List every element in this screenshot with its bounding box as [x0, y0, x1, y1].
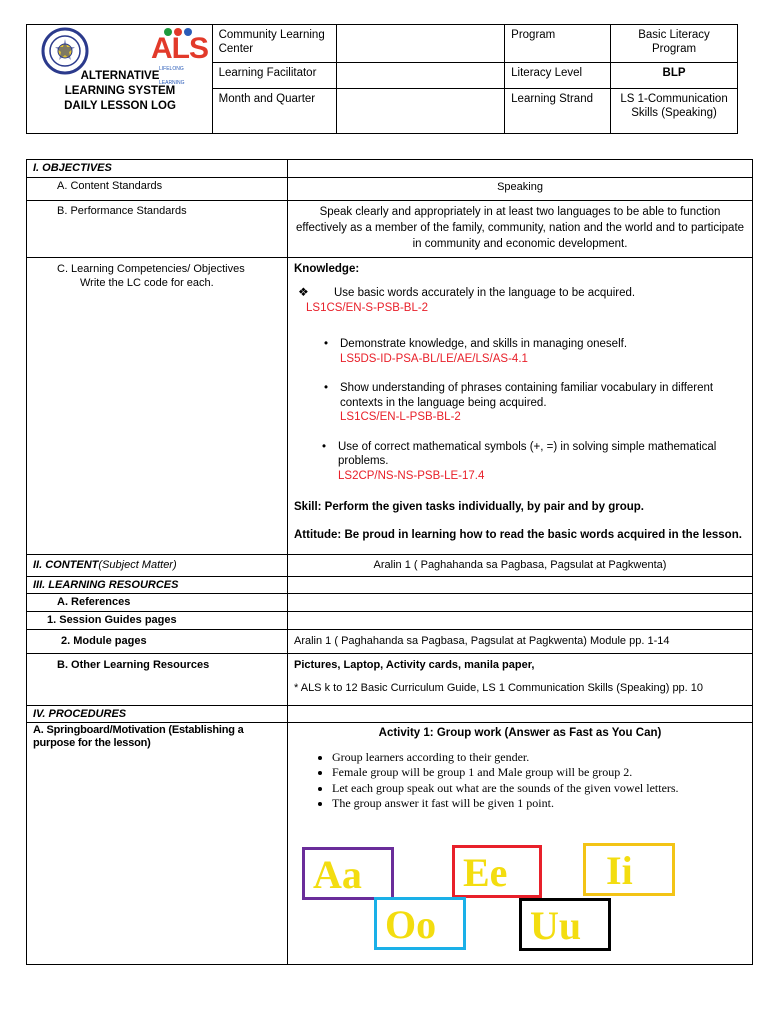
other-resources-value2: * ALS k to 12 Basic Curriculum Guide, LS 1 Communication Skills (Speaking) pp. 10 — [294, 682, 704, 694]
activity-item: • Group learners according to their gender. — [332, 750, 746, 766]
vowel-card-uu: Uu — [519, 898, 611, 951]
competency-code: LS2CP/NS-NS-PSB-LE-17.4 — [338, 469, 485, 482]
als-logo-tagline: LIFELONG LEARNING — [159, 66, 185, 86]
als-logo — [149, 27, 208, 86]
competency-code: LS5DS-ID-PSA-BL/LE/AE/LS/AS-4.1 — [340, 352, 528, 365]
springboard-label: A. Springboard/Motivation (Establishing a purpose for the lesson) — [27, 723, 288, 965]
knowledge-main — [294, 285, 746, 301]
other-resources-cell — [288, 653, 753, 705]
bullet-dot-icon: • — [324, 382, 329, 394]
facilitator-label: Learning Facilitator — [212, 63, 337, 88]
deped-seal-icon — [41, 27, 89, 75]
program-label: Program — [505, 25, 611, 63]
springboard-content — [288, 723, 753, 965]
vowel-card-oo: Oo — [374, 897, 466, 950]
activity-list — [294, 750, 746, 812]
competencies-cell — [27, 257, 288, 554]
content-standards-label: A. Content Standards — [27, 177, 288, 200]
school-name — [27, 69, 213, 114]
bullet-dot-icon: • — [322, 440, 327, 453]
resources-heading-right — [288, 576, 753, 594]
competency-code: LS1CS/EN-L-PSB-BL-2 — [340, 411, 461, 423]
competencies-label: C. Learning Competencies/ Objectives — [57, 262, 245, 275]
activity-title: Activity 1: Group work (Answer as Fast as You Can) — [378, 727, 662, 739]
facilitator-value[interactable] — [337, 63, 505, 88]
program-value: Basic Literacy Program — [611, 25, 738, 63]
references-label: A. References — [27, 594, 288, 612]
header-logo-cell — [27, 25, 213, 134]
als-logo-text: ALS — [151, 32, 208, 65]
school-name-line: LEARNING SYSTEM — [64, 85, 176, 97]
content-label-strong: II. CONTENT — [33, 558, 99, 571]
diamond-bullet-icon: ❖ — [298, 285, 309, 299]
content-label — [27, 554, 288, 576]
community-value[interactable] — [337, 25, 505, 63]
skill-text: Skill: Perform the given tasks individually, by pair and by group. — [294, 501, 644, 513]
knowledge-main-code: LS1CS/EN-S-PSB-BL-2 — [306, 301, 429, 314]
activity-item: • Female group will be group 1 and Male group will be group 2. — [332, 765, 746, 781]
competencies-content — [288, 257, 753, 554]
competency-text: Demonstrate knowledge, and skills in managing oneself. — [340, 338, 628, 350]
procedures-heading: IV. PROCEDURES — [27, 705, 288, 723]
content-standards-value: Speaking — [288, 177, 753, 200]
activity-item: • Let each group speak out what are the sounds of the given vowel letters. — [332, 781, 746, 797]
performance-standards-value: Speak clearly and appropriately in at least two languages to be able to function effectively as a member of the family, community, nation and the world and to participate in community and economic development. — [288, 200, 753, 257]
strand-label: Learning Strand — [505, 88, 611, 133]
attitude-text: Attitude: Be proud in learning how to read the basic words acquired in the lesson. — [294, 528, 742, 541]
objectives-heading-right — [288, 160, 753, 178]
competencies-sub: Write the LC code for each. — [80, 277, 214, 289]
other-resources-label: B. Other Learning Resources — [27, 653, 288, 705]
community-label: Community Learning Center — [212, 25, 337, 63]
vowel-card-aa: Aa — [302, 847, 394, 900]
other-resources-value: Pictures, Laptop, Activity cards, manila paper, — [294, 658, 535, 671]
vowel-card-ii: Ii — [583, 843, 675, 896]
session-guides-value — [288, 611, 753, 629]
knowledge-main-text: Use basic words accurately in the language to be acquired. — [333, 287, 636, 299]
competency-text: Use of correct mathematical symbols (+, =) in solving simple mathematical problems. — [338, 440, 717, 467]
competency-text: Show understanding of phrases containing familiar vocabulary in different contexts in the language being acquired. — [340, 382, 714, 409]
lesson-log-table — [26, 159, 753, 965]
knowledge-label: Knowledge: — [294, 262, 360, 275]
school-name-line: DAILY LESSON LOG — [64, 100, 176, 112]
school-name-line: ALTERNATIVE — [80, 70, 160, 82]
activity-item: • The group answer it fast will be given 1 point. — [332, 796, 746, 812]
vowel-card-ee: Ee — [452, 845, 542, 898]
session-guides-label: 1. Session Guides pages — [27, 611, 288, 629]
references-value — [288, 594, 753, 612]
literacy-label: Literacy Level — [505, 63, 611, 88]
month-label: Month and Quarter — [212, 88, 337, 133]
competency-bullet — [294, 440, 746, 484]
performance-standards-label: B. Performance Standards — [27, 200, 288, 257]
bullet-dot-icon: • — [324, 338, 329, 350]
competency-bullet — [294, 381, 746, 425]
content-label-suffix: (Subject Matter) — [98, 558, 177, 571]
procedures-heading-right — [288, 705, 753, 723]
module-pages-label: 2. Module pages — [27, 629, 288, 653]
module-pages-value: Aralin 1 ( Paghahanda sa Pagbasa, Pagsulat at Pagkwenta) Module pp. 1-14 — [288, 629, 753, 653]
resources-heading: III. LEARNING RESOURCES — [27, 576, 288, 594]
objectives-heading: I. OBJECTIVES — [27, 160, 288, 178]
header-table — [26, 24, 738, 134]
strand-value: LS 1-Communication Skills (Speaking) — [611, 88, 738, 133]
literacy-value: BLP — [611, 63, 738, 88]
competency-bullet — [294, 337, 746, 366]
month-value[interactable] — [337, 88, 505, 133]
content-value: Aralin 1 ( Paghahanda sa Pagbasa, Pagsulat at Pagkwenta) — [288, 554, 753, 576]
